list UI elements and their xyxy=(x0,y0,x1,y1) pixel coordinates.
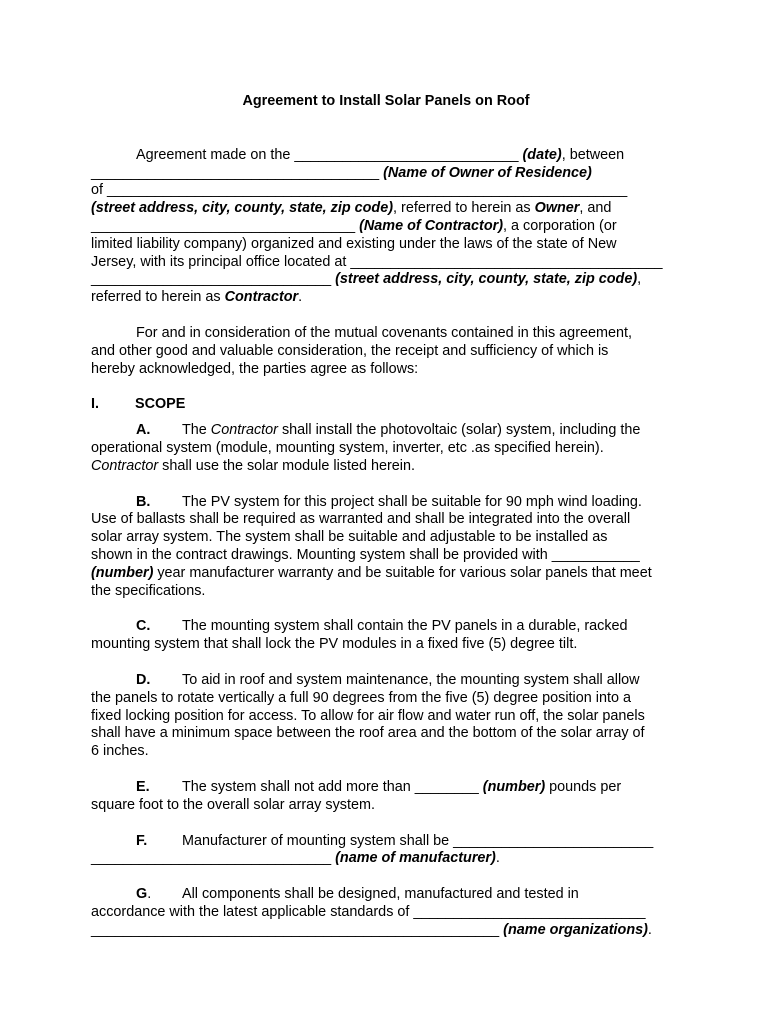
owner-address-blank[interactable]: of _________________________________________________________________ xyxy=(91,182,628,199)
intro-line-4: (street address, city, county, state, zip code), referred to herein as Owner, and xyxy=(91,200,612,217)
intro-line-5: _________________________________ (Name of Contractor), a corporation (or xyxy=(91,217,617,234)
intro-line-9: referred to herein as Contractor. xyxy=(91,289,303,306)
intro-line-8: ______________________________ (street address, city, county, state, zip code), xyxy=(91,271,642,288)
consideration-paragraph: For and in consideration of the mutual covenants contained in this agreement, and other good and valuable consideration, the receipt and sufficiency of which is hereby acknowledged, the parties agree as follows: xyxy=(91,324,632,377)
clause-g: G. All components shall be designed, manufactured and tested in accordance with the latest applicable standards of _____________________________ ___________________________________________________ (name organizations). xyxy=(91,886,652,938)
clause-c: C. The mounting system shall contain the PV panels in a durable, racked mounting system that shall lock the PV modules in a fixed five (5) degree tilt. xyxy=(91,618,628,653)
clause-b: B. The PV system for this project shall be suitable for 90 mph wind loading. Use of ballasts shall be required as warranted and shall be integrated into the overall solar array system. The system shall be suitable and adjustable to be installed as shown in the contract drawings. Mounting system shall be provided with ___________ (number) year manufacturer warranty and be suitable for various solar panels that meet the specifications. xyxy=(91,493,652,599)
document-body xyxy=(91,93,681,939)
clause-a: A. The Contractor shall install the photovoltaic (solar) system, including the operational system (module, mounting system, inverter, etc .as specified herein). Contractor shall use the solar module listed herein. xyxy=(91,422,641,474)
intro-line-7: Jersey, with its principal office located at _______________________________________ xyxy=(91,253,663,270)
document-title: Agreement to Install Solar Panels on Roof xyxy=(242,93,530,109)
owner-name-blank[interactable]: ____________________________________ xyxy=(91,164,380,181)
section-heading-scope: I. SCOPE xyxy=(91,396,186,413)
intro-line-3 xyxy=(91,182,681,200)
intro-line-1: Agreement made on the ____________________________ (date), between xyxy=(136,146,625,163)
intro-line-2: ____________________________________ (Name of Owner of Residence) xyxy=(91,164,592,181)
clause-f: F. Manufacturer of mounting system shall be _________________________ ______________________________ (name of manufacturer). xyxy=(91,832,654,867)
intro-paragraph xyxy=(91,147,681,307)
manufacturer-blank[interactable]: ______________________________ xyxy=(91,850,332,867)
intro-line-6: limited liability company) organized and existing under the laws of the state of New xyxy=(91,235,617,252)
date-blank[interactable]: ____________________________ xyxy=(294,146,519,163)
clause-e: E. The system shall not add more than ________ (number) pounds per square foot to the overall solar array system. xyxy=(91,778,622,813)
organizations-blank[interactable]: ___________________________________________________ xyxy=(91,921,500,938)
contractor-address-blank[interactable]: ______________________________ xyxy=(91,271,332,288)
contractor-name-blank[interactable]: _________________________________ xyxy=(91,217,356,234)
clause-d: D. To aid in roof and system maintenance, the mounting system shall allow the panels to rotate vertically a full 90 degrees from the five (5) degree position into a fixed locking position for access. To allow for air flow and water run off, the solar panels shall have a minimum space between the roof area and the bottom of the solar array of 6 inches. xyxy=(91,671,645,760)
